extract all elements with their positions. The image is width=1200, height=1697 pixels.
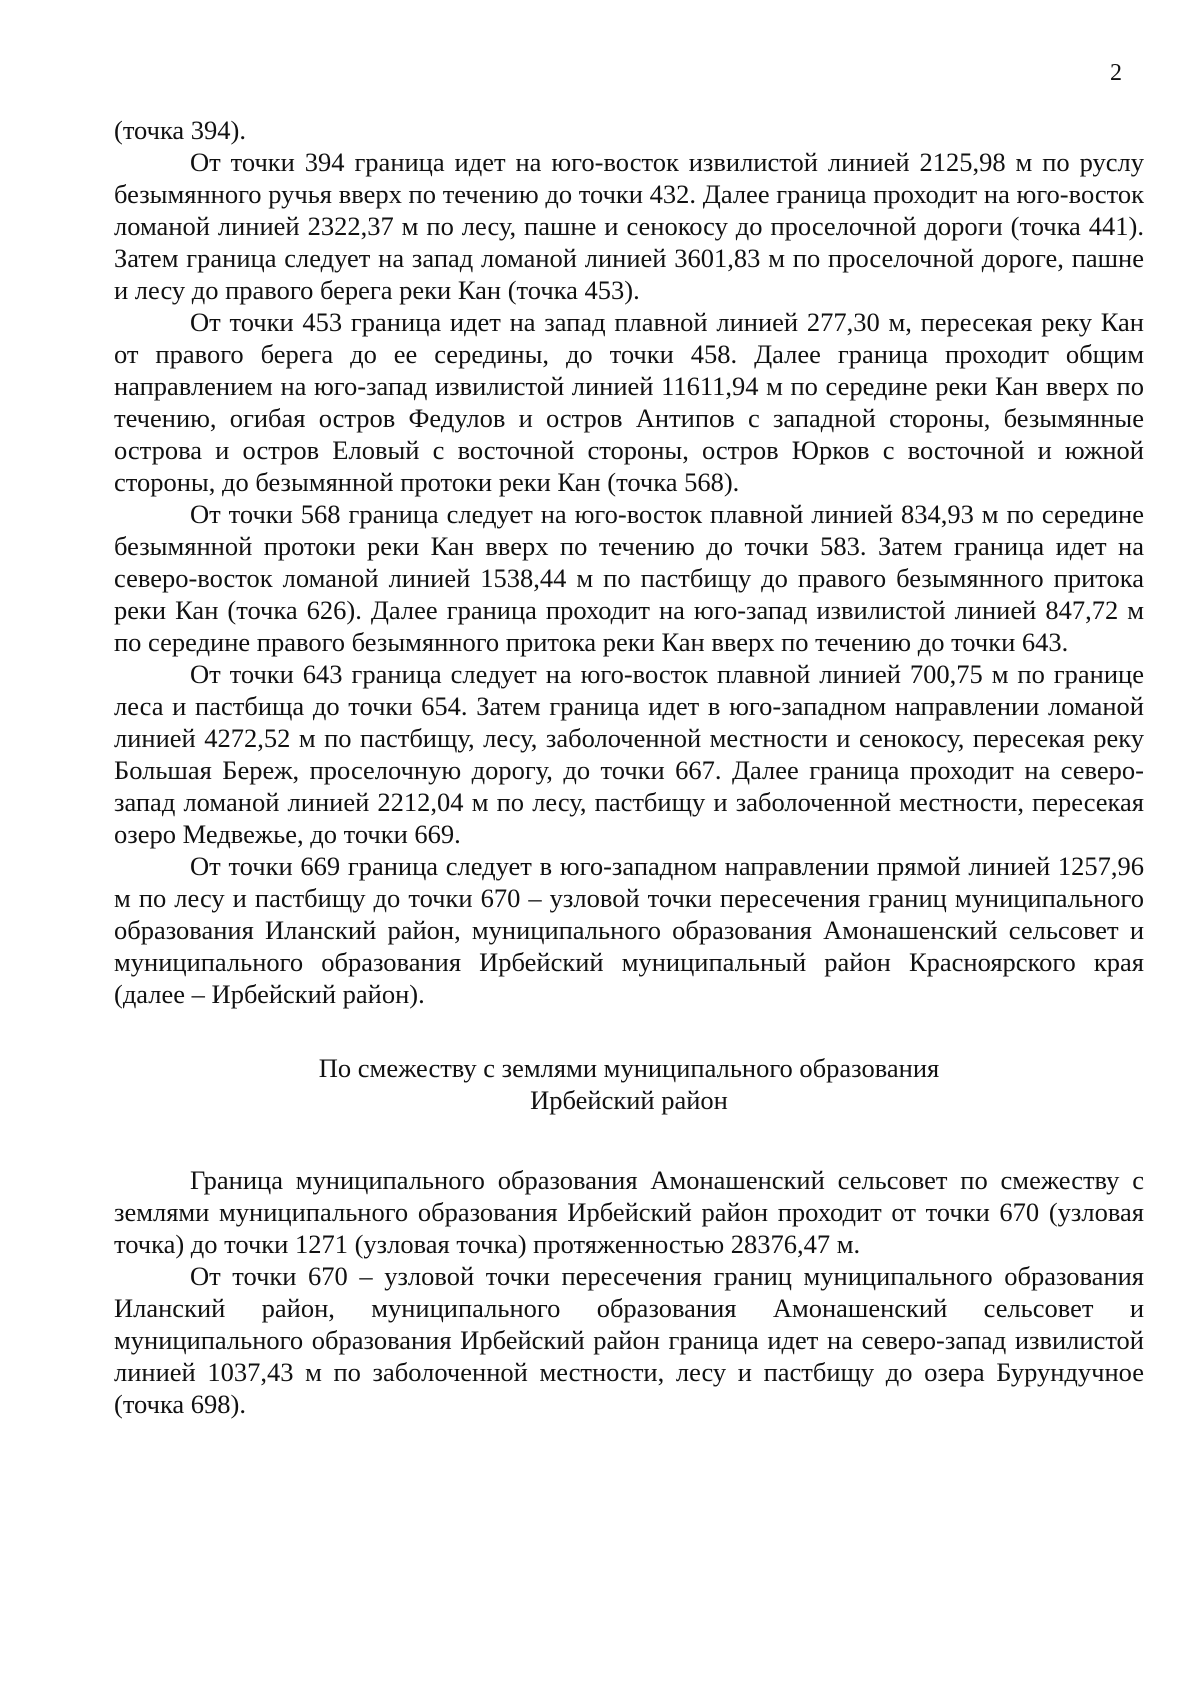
paragraph: От точки 643 граница следует на юго-восток плавной линией 700,75 м по границе леса и пастбища до точки 654. Затем граница идет в юго-западном направлении ломаной линией 4272,52 м по пастбищу, лесу, заболоченной местности и сенокосу, пересекая реку Большая Береж, проселочную дорогу, до точки 667. Далее граница проходит на северо-запад ломаной линией 2212,04 м по лесу, пастбищу и заболоченной местности, пересекая озеро Медвежье, до точки 669.	[114, 659, 1144, 849]
paragraph-continuation: (точка 394).	[114, 115, 247, 145]
paragraph: От точки 394 граница идет на юго-восток извилистой линией 2125,98 м по руслу безымянного ручья вверх по течению до точки 432. Далее граница проходит на юго-восток ломаной линией 2322,37 м по лесу, пашне и сенокосу до проселочной дороги (точка 441). Затем граница следует на запад ломаной линией 3601,83 м по проселочной дороге, пашне и лесу до правого берега реки Кан (точка 453).	[114, 147, 1144, 305]
paragraph: От точки 453 граница идет на запад плавной линией 277,30 м, пересекая реку Кан от правого берега до ее середины, до точки 458. Далее граница проходит общим направлением на юго-запад извилистой линией 11611,94 м по середине реки Кан вверх по течению, огибая остров Федулов и остров Антипов с западной стороны, безымянные острова и остров Еловый с восточной стороны, остров Юрков с восточной и южной стороны, до безымянной протоки реки Кан (точка 568).	[114, 307, 1144, 497]
paragraph: От точки 670 – узловой точки пересечения границ муниципального образования Иланский район, муниципального образования Амонашенский сельсовет и муниципального образования Ирбейский район граница идет на северо-запад извилистой линией 1037,43 м по заболоченной местности, лесу и пастбищу до озера Бурундучное (точка 698).	[114, 1261, 1144, 1419]
section-heading-line: По смежеству с землями муниципального образования	[318, 1053, 940, 1083]
document-body	[114, 114, 1144, 1420]
paragraph: От точки 568 граница следует на юго-восток плавной линией 834,93 м по середине безымянной протоки реки Кан вверх по течению до точки 583. Затем граница идет на северо-восток ломаной линией 1538,44 м по пастбищу до правого безымянного притока реки Кан (точка 626). Далее граница проходит на юго-запад извилистой линией 847,72 м по середине правого безымянного притока реки Кан вверх по течению до точки 643.	[114, 499, 1144, 657]
paragraph: Граница муниципального образования Амонашенский сельсовет по смежеству с землями муниципального образования Ирбейский район проходит от точки 670 (узловая точка) до точки 1271 (узловая точка) протяженностью 28376,47 м.	[114, 1165, 1144, 1259]
page-number: 2	[1110, 60, 1122, 86]
section-heading-line: Ирбейский район	[530, 1085, 728, 1115]
section-body	[114, 1164, 1144, 1420]
section-heading	[114, 1052, 1144, 1116]
paragraph: От точки 669 граница следует в юго-западном направлении прямой линией 1257,96 м по лесу и пастбищу до точки 670 – узловой точки пересечения границ муниципального образования Иланский район, муниципального образования Амонашенский сельсовет и муниципального образования Ирбейский муниципальный район Красноярского края (далее – Ирбейский район).	[114, 851, 1144, 1009]
